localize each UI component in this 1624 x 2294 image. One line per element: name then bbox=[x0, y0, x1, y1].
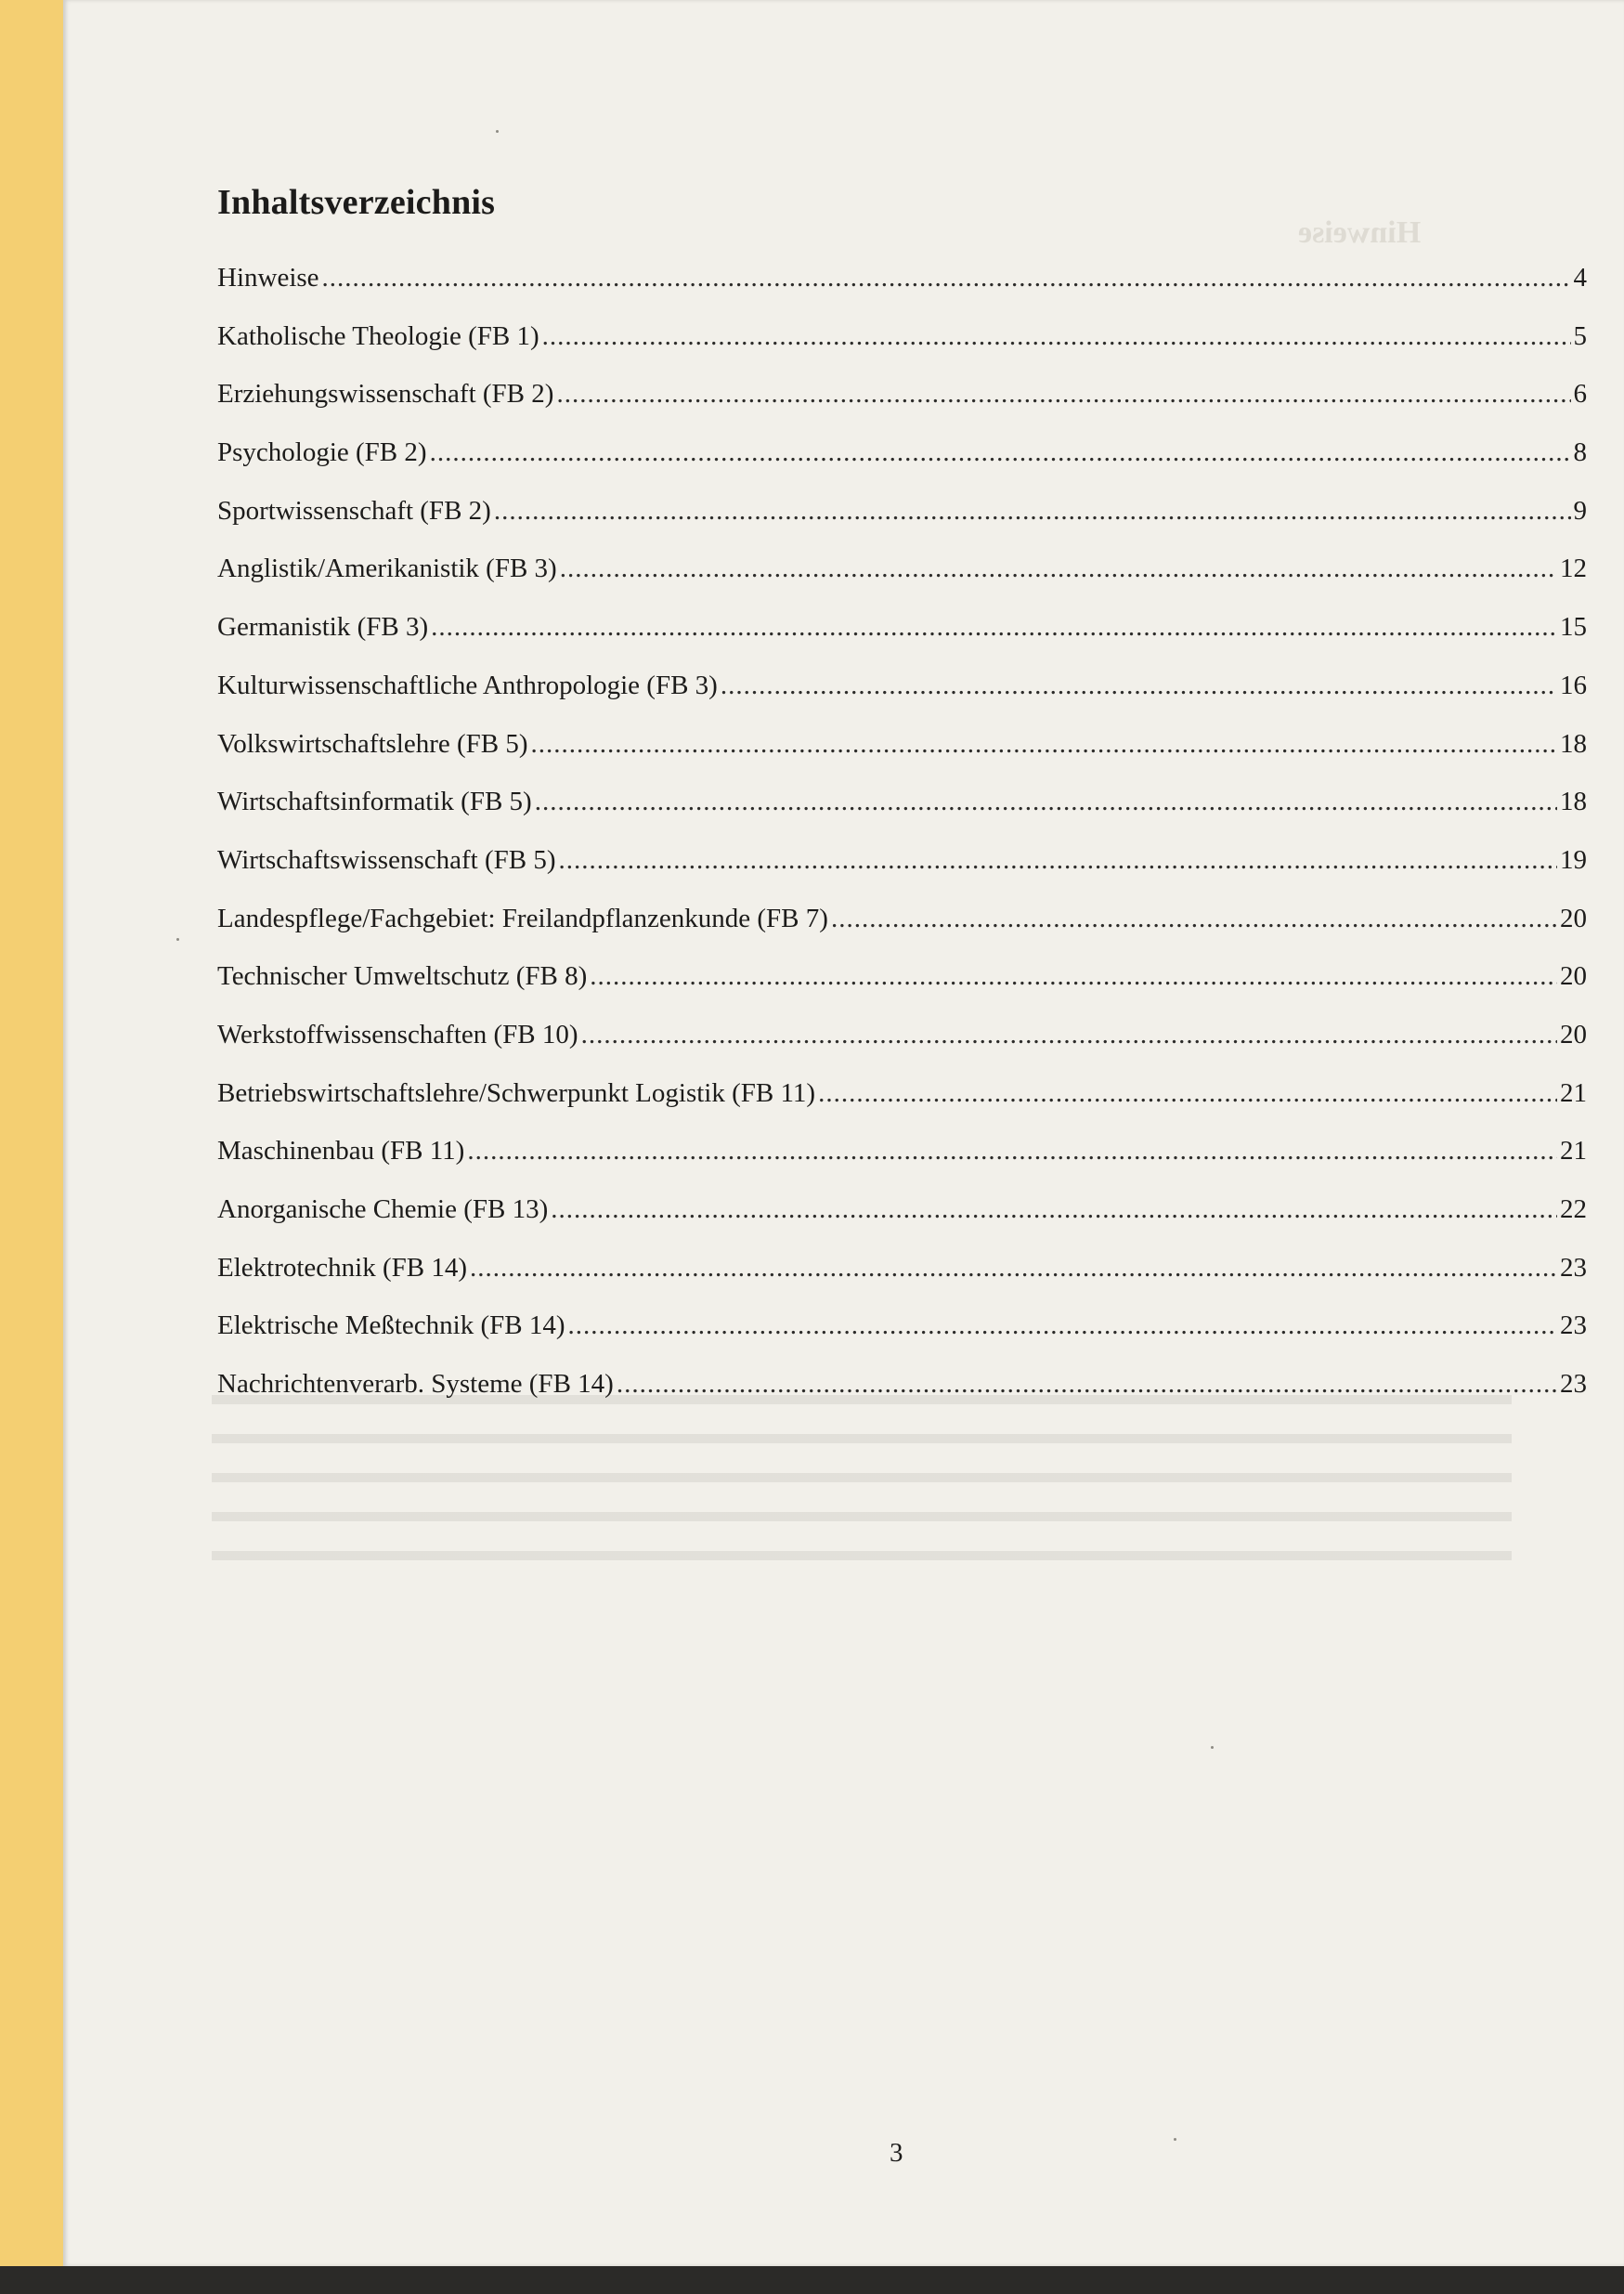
toc-leader-dots bbox=[470, 1253, 1557, 1284]
dust-speck bbox=[1211, 1746, 1214, 1749]
toc-entry-label: Landespflege/Fachgebiet: Freilandpflanzenkunde (FB 7) bbox=[217, 903, 828, 933]
toc-entry-page: 4 bbox=[1573, 263, 1587, 293]
toc-entry bbox=[217, 1310, 1587, 1369]
toc-leader-dots bbox=[560, 554, 1557, 584]
show-through-heading: Hinweise bbox=[1298, 215, 1422, 250]
toc-leader-dots bbox=[818, 1078, 1557, 1109]
toc-entry-page: 21 bbox=[1560, 1077, 1587, 1108]
toc-entry bbox=[217, 1078, 1587, 1137]
toc-entry-label: Volkswirtschaftslehre (FB 5) bbox=[217, 728, 528, 759]
toc-leader-dots bbox=[531, 729, 1557, 760]
dust-speck bbox=[496, 130, 499, 133]
toc-leader-dots bbox=[542, 321, 1571, 352]
paper-edge-strip bbox=[0, 0, 65, 2266]
toc-entry-page: 12 bbox=[1560, 554, 1587, 584]
toc-entry-page: 20 bbox=[1560, 961, 1587, 992]
toc-leader-dots bbox=[568, 1310, 1558, 1341]
toc-entry-label: Psychologie (FB 2) bbox=[217, 437, 427, 468]
toc-entry-label: Werkstoffwissenschaften (FB 10) bbox=[217, 1019, 578, 1049]
toc-leader-dots bbox=[322, 263, 1571, 293]
toc-entry-label: Nachrichtenverarb. Systeme (FB 14) bbox=[217, 1369, 614, 1400]
toc-entry-label: Elektrotechnik (FB 14) bbox=[217, 1252, 468, 1283]
toc-leader-dots bbox=[551, 1194, 1557, 1225]
toc-entry-label: Wirtschaftswissenschaft (FB 5) bbox=[217, 844, 556, 875]
toc-entry bbox=[217, 904, 1587, 962]
toc-leader-dots bbox=[467, 1136, 1557, 1167]
toc-entry-page: 23 bbox=[1560, 1252, 1587, 1283]
toc-entry-page: 19 bbox=[1560, 844, 1587, 875]
toc-entry-label: Maschinenbau (FB 11) bbox=[217, 1136, 465, 1167]
toc-entry bbox=[217, 1020, 1587, 1078]
toc-entry-page: 22 bbox=[1560, 1194, 1587, 1224]
toc-entry-page: 6 bbox=[1573, 379, 1587, 410]
toc-entry bbox=[217, 1136, 1587, 1194]
toc-entry bbox=[217, 1194, 1587, 1253]
dust-speck bbox=[176, 938, 179, 941]
toc-entry-label: Germanistik (FB 3) bbox=[217, 612, 429, 643]
toc-entry-page: 18 bbox=[1560, 787, 1587, 817]
toc-leader-dots bbox=[831, 904, 1557, 934]
toc-entry bbox=[217, 496, 1587, 554]
toc-leader-dots bbox=[617, 1369, 1557, 1400]
toc-entry bbox=[217, 961, 1587, 1020]
toc-entry bbox=[217, 612, 1587, 671]
toc-entry bbox=[217, 845, 1587, 904]
toc-entry-page: 23 bbox=[1560, 1310, 1587, 1341]
toc-entry-page: 20 bbox=[1560, 1019, 1587, 1049]
toc-entry-label: Hinweise bbox=[217, 263, 319, 293]
toc-entry-page: 9 bbox=[1573, 495, 1587, 526]
toc-entry-page: 15 bbox=[1560, 612, 1587, 643]
toc-entry-label: Elektrische Meßtechnik (FB 14) bbox=[217, 1310, 565, 1341]
toc-leader-dots bbox=[581, 1020, 1557, 1050]
toc-entry-label: Anglistik/Amerikanistik (FB 3) bbox=[217, 554, 557, 584]
toc-entry bbox=[217, 321, 1587, 380]
toc-entry bbox=[217, 729, 1587, 788]
toc-entry-label: Kulturwissenschaftliche Anthropologie (FB 3) bbox=[217, 670, 718, 700]
toc-entry bbox=[217, 437, 1587, 496]
toc-entry-page: 5 bbox=[1573, 320, 1587, 351]
toc-leader-dots bbox=[535, 787, 1557, 817]
document-page bbox=[63, 0, 1624, 2266]
toc-entry-page: 8 bbox=[1573, 437, 1587, 468]
toc-entry bbox=[217, 379, 1587, 437]
toc-leader-dots bbox=[556, 379, 1570, 410]
toc-entry-page: 16 bbox=[1560, 670, 1587, 700]
toc-entry-label: Sportwissenschaft (FB 2) bbox=[217, 495, 491, 526]
toc-leader-dots bbox=[431, 612, 1557, 643]
toc-title: Inhaltsverzeichnis bbox=[217, 183, 496, 222]
toc-leader-dots bbox=[430, 437, 1571, 468]
toc-entry-label: Anorganische Chemie (FB 13) bbox=[217, 1194, 549, 1224]
toc-entry bbox=[217, 671, 1587, 729]
toc-entry bbox=[217, 1369, 1587, 1427]
toc-entry-page: 20 bbox=[1560, 903, 1587, 933]
toc-leader-dots bbox=[494, 496, 1571, 527]
toc-list bbox=[217, 263, 1587, 1427]
toc-entry-label: Katholische Theologie (FB 1) bbox=[217, 320, 539, 351]
page-number: 3 bbox=[890, 2138, 903, 2168]
toc-entry-page: 18 bbox=[1560, 728, 1587, 759]
toc-entry bbox=[217, 787, 1587, 845]
toc-entry-page: 21 bbox=[1560, 1136, 1587, 1167]
toc-leader-dots bbox=[721, 671, 1557, 701]
toc-entry-label: Technischer Umweltschutz (FB 8) bbox=[217, 961, 588, 992]
dust-speck bbox=[1174, 2138, 1176, 2141]
toc-entry-label: Erziehungswissenschaft (FB 2) bbox=[217, 379, 554, 410]
toc-entry bbox=[217, 554, 1587, 612]
toc-entry-label: Betriebswirtschaftslehre/Schwerpunkt Logistik (FB 11) bbox=[217, 1077, 816, 1108]
toc-leader-dots bbox=[558, 845, 1557, 876]
toc-entry bbox=[217, 263, 1587, 321]
toc-entry bbox=[217, 1253, 1587, 1311]
toc-entry-page: 23 bbox=[1560, 1369, 1587, 1400]
toc-entry-label: Wirtschaftsinformatik (FB 5) bbox=[217, 787, 532, 817]
toc-leader-dots bbox=[590, 961, 1557, 992]
